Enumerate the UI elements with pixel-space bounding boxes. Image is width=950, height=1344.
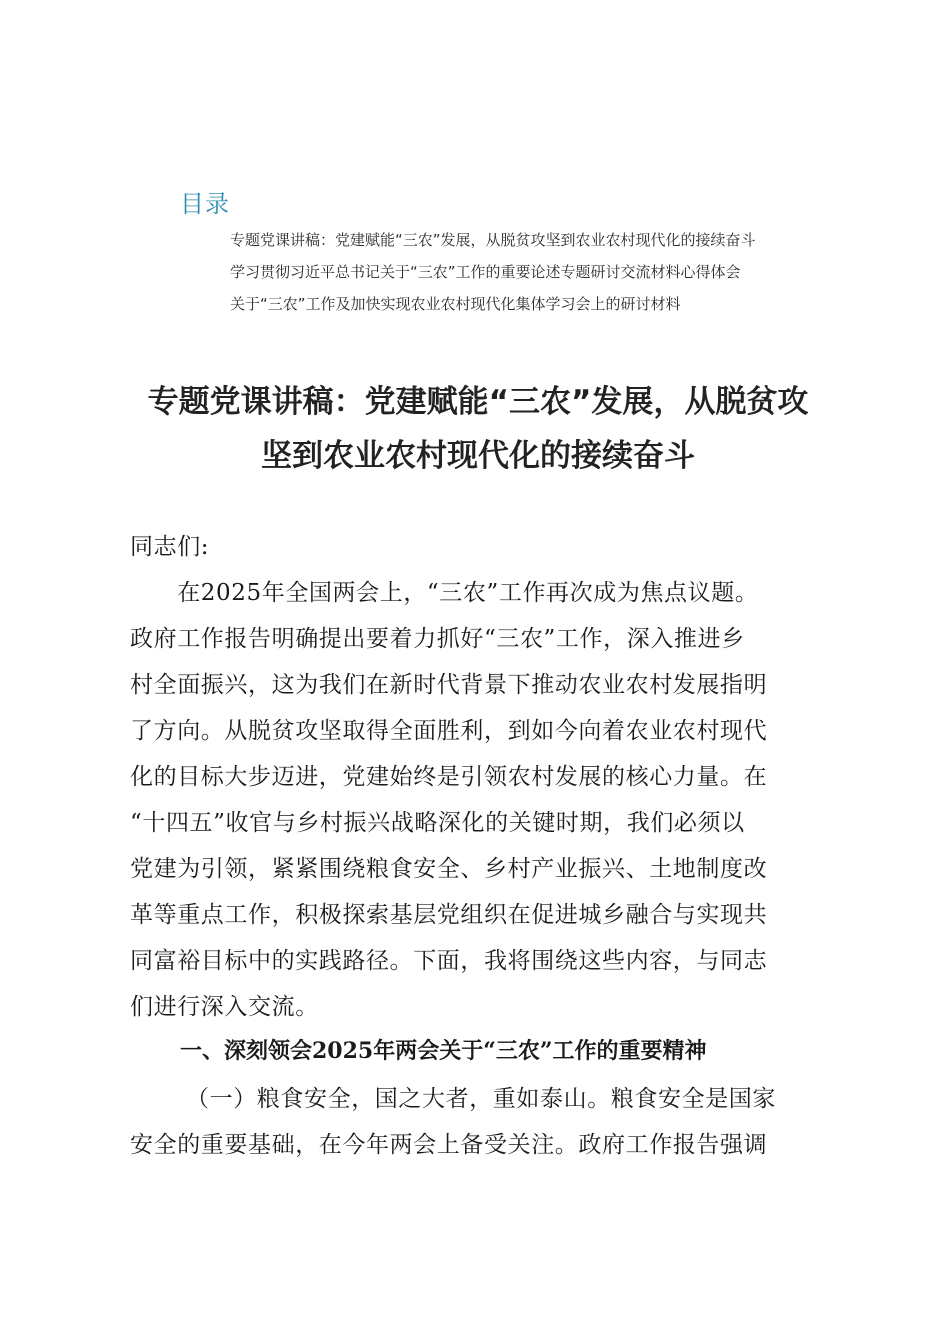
toc-item[interactable]: 专题党课讲稿：党建赋能“三农”发展，从脱贫攻坚到农业农村现代化的接续奋斗 (230, 231, 756, 249)
paragraph-line: 们进行深入交流。 (130, 994, 319, 1020)
toc-item[interactable]: 关于“三农”工作及加快实现农业农村现代化集体学习会上的研讨材料 (230, 295, 681, 313)
toc-item[interactable]: 学习贯彻习近平总书记关于“三农”工作的重要论述专题研讨交流材料心得体会 (230, 263, 741, 281)
paragraph-line: 政府工作报告明确提出要着力抓好“三农”工作，深入推进乡 (130, 626, 745, 652)
article-title-line: 专题党课讲稿：党建赋能“三农”发展，从脱贫攻 (147, 384, 809, 420)
article-title-line: 坚到农业农村现代化的接续奋斗 (261, 438, 695, 474)
paragraph-line: 村全面振兴，这为我们在新时代背景下推动农业农村发展指明 (130, 672, 768, 698)
paragraph-line: “十四五”收官与乡村振兴战略深化的关键时期，我们必须以 (130, 810, 745, 836)
paragraph-line: 革等重点工作，积极探索基层党组织在促进城乡融合与实现共 (130, 902, 768, 928)
paragraph-line: 化的目标大步迈进，党建始终是引领农村发展的核心力量。在 (130, 764, 768, 790)
paragraph-line: 安全的重要基础，在今年两会上备受关注。政府工作报告强调 (130, 1132, 768, 1158)
toc-heading: 目录 (180, 190, 230, 218)
paragraph-line: 同富裕目标中的实践路径。下面，我将围绕这些内容，与同志 (130, 948, 768, 974)
paragraph-line: 在2025年全国两会上，“三农”工作再次成为焦点议题。 (130, 580, 759, 606)
section-heading: 一、深刻领会2025年两会关于“三农”工作的重要精神 (180, 1038, 707, 1064)
paragraph-line: （一）粮食安全，国之大者，重如泰山。粮食安全是国家 (186, 1086, 776, 1112)
salutation: 同志们: (130, 534, 210, 560)
paragraph-line: 党建为引领，紧紧围绕粮食安全、乡村产业振兴、土地制度改 (130, 856, 768, 882)
paragraph-line: 了方向。从脱贫攻坚取得全面胜利，到如今向着农业农村现代 (130, 718, 768, 744)
